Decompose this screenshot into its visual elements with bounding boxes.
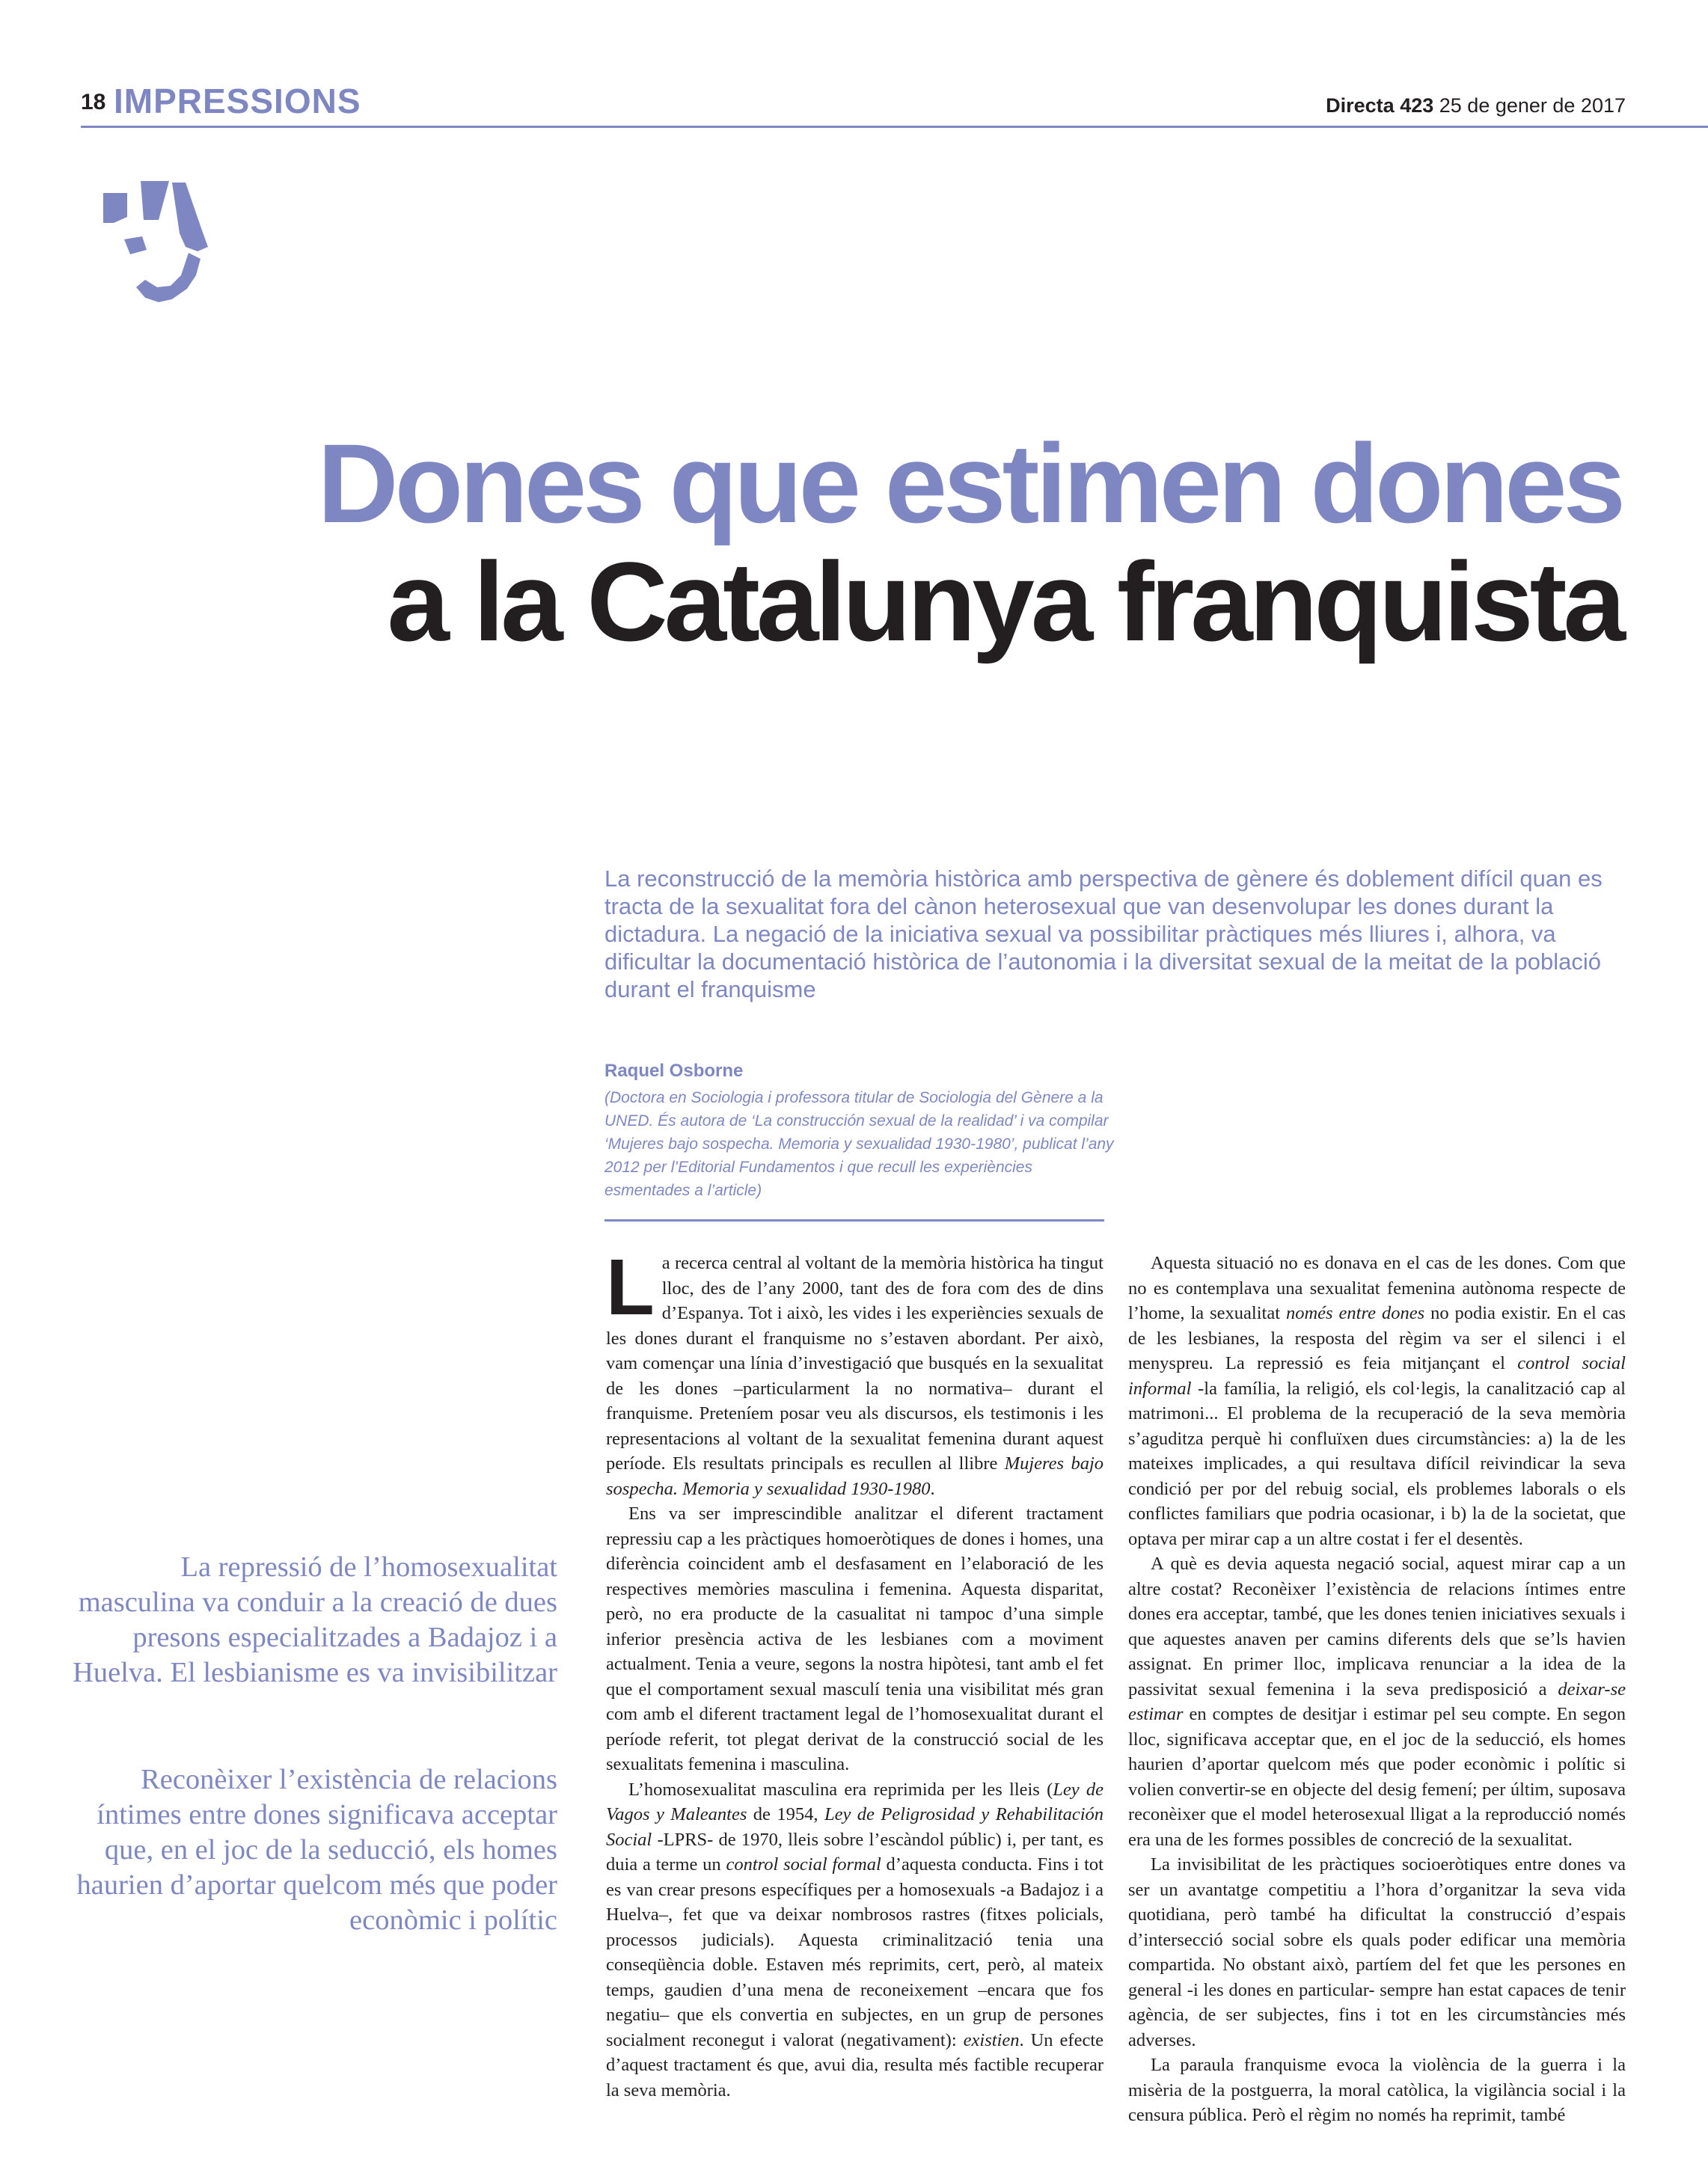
author-divider	[604, 1219, 1104, 1222]
quote-face-icon	[97, 178, 217, 309]
body-paragraph: La paraula franquisme evoca la violència de la guerra i la misèria de la postguerra, la moral catòlica, la vigilància social i la censura pública. Però el règim no només ha reprimit, també	[1128, 2055, 1626, 2125]
body-paragraph: Ens va ser imprescindible analitzar el diferent tractament repressiu cap a les pràctiques homoeròtiques de dones i homes, una diferència coincident amb el desfasament en l’elaboració de les respectives memòries masculina i femenina. Aquesta disparitat, però, no era producte de la casualitat ni tampoc d’una simple inferior presència activa de les lesbianes com a moviment actualment. Tenia a veure, segons la nostra hipòtesi, tant amb el fet que el comportament sexual masculí tenia una visibilitat més gran com amb el diferent tractament legal de l’homosexualitat durant el període referit, tot plegat derivat de la construcció social de les sexualitats femenina i masculina.	[606, 1504, 1104, 1774]
body-paragraph: La invisibilitat de les pràctiques socioeròtiques entre dones va ser un avantatge competitiu a l’hora d’organitzar la seva vida quotidiana, però també ha dificultat la construcció d’espais d’intersecció social sobre els quals poder edificar una memòria compartida. No obstant això, partíem del fet que les persones en general -i les dones en particular- sempre han estat capaces de tenir agència, de ser subjectes, fins i tot en les circumstàncies més adverses.	[1128, 1854, 1626, 2050]
lead-paragraph: La reconstrucció de la memòria històrica amb perspectiva de gènere és doblement difícil quan es tracta de la sexualitat fora del cànon heterosexual que van desenvolupar les dones durant la dictadura. La negació de la iniciativa sexual va possibilitar pràctiques més lliures i, alhora, va dificultar la documentació històrica de l’autonomia i la diversitat sexual de la meitat de la població durant el franquisme	[604, 865, 1603, 1002]
drop-cap: L	[606, 1243, 655, 1331]
page-number: 18	[81, 90, 106, 114]
section-name: IMPRESSIONS	[114, 82, 361, 120]
issue-info	[1326, 94, 1626, 117]
body-paragraph: Aquesta situació no es donava en el cas de les dones. Com que no es contemplava una sexualitat femenina autònoma respecte de l’home, la sexualitat només entre dones no podia existir. En el cas de les lesbianes, la resposta del règim va ser el silenci i el menyspreu. La repressió es feia mitjançant el control social informal -la família, la religió, els col·legis, la canalització cap al matrimoni... El problema de la recuperació de la seva memòria s’aguditza perquè hi confluïxen dues circumstàncies: a) la de les mateixes implicades, a qui resultava difícil reivindicar la seva condició per por del rebuig social, els problemes laborals o els conflictes familiars que podria ocasionar, i b) la de la societat, que optava per mirar cap a un altre costat i fer el desentès.	[1128, 1253, 1626, 1549]
pullquote: Reconèixer l’existència de relacions íntimes entre dones significava acceptar que, en el joc de la seducció, els homes haurien d’aportar quelcom més que poder econòmic i polític	[76, 1764, 557, 1936]
headline-line2: a la Catalunya franquista	[387, 539, 1622, 664]
author-name: Raquel Osborne	[604, 1061, 744, 1081]
issue-date: 25 de gener de 2017	[1439, 94, 1626, 117]
header-divider	[81, 126, 1708, 128]
headline-line1: Dones que estimen dones	[317, 420, 1622, 546]
body-paragraph: L’homosexualitat masculina era reprimida per les lleis (Ley de Vagos y Maleantes de 1954, Ley de Peligrosidad y Rehabilitación Social -LPRS- de 1970, lleis sobre l’escàndol públic) i, per tant, es duia a terme un control social formal d’aquesta conducta. Fins i tot es van crear presons específiques per a homosexuals -a Badajoz i a Huelva–, fet que va deixar nombrosos rastres (fitxes policials, processos judicials). Aquesta criminalització tenia una conseqüència doble. Estaven més reprimits, cert, però, al mateix temps, gaudien d’una mena de reconeixement –encara que fos negatiu– que els convertia en subjectes, en un grup de persones socialment reconegut i valorat (negativament): existien. Un efecte d’aquest tractament és que, avui dia, resulta més factible recuperar la seva memòria.	[606, 1779, 1104, 2100]
author-bio: (Doctora en Sociologia i professora titular de Sociologia del Gènere a la UNED. És autora de ‘La construcción sexual de la realidad’ i va compilar ‘Mujeres bajo sospecha. Memoria y sexualidad 1930-1980’, publicat l’any 2012 per l’Editorial Fundamentos i que recull les experiències esmentades a l’article)	[604, 1089, 1114, 1199]
body-paragraph: La recerca central al voltant de la memòria històrica ha tingut lloc, des de l’any 2000, tant des de fora com des de dins d’Espanya. Tot i això, les vides i les experiències sexuals de les dones durant el franquisme no s’estaven abordant. Per això, vam començar una línia d’investigació que busqués en la sexualitat de les dones –particularment la no normativa– durant el franquisme. Preteníem posar veu als discursos, els testimonis i les representacions al voltant de la sexualitat femenina durant aquest període. Els resultats principals es recullen al llibre Mujeres bajo sospecha. Memoria y sexualidad 1930-1980.	[606, 1243, 1104, 1499]
body-paragraph: A què es devia aquesta negació social, aquest mirar cap a un altre costat? Reconèixer l’existència de relacions íntimes entre dones era acceptar, també, que les dones tenien iniciatives sexuals i que aquestes anaven per camins diferents dels que se’ls havien assignat. En primer lloc, implicava renunciar a la idea de la passivitat sexual femenina i la seva predisposició a deixar-se estimar en comptes de desitjar i estimar pel seu compte. En segon lloc, significava acceptar que, en el joc de la seducció, els homes haurien d’aportar quelcom més que poder econòmic i polític si volien convertir-se en objecte del desig femení; per últim, suposava reconèixer que el model heterosexual lligat a la reproducció només era una de les formes possibles de concreció de la sexualitat.	[1128, 1554, 1626, 1850]
body-column-1	[606, 1243, 1104, 2103]
pullquote: La repressió de l’homosexualitat masculina va conduir a la creació de dues presons especialitzades a Badajoz i a Huelva. El lesbianisme es va invisibilitzar	[73, 1551, 557, 1688]
body-column-2	[1128, 1251, 1626, 2128]
publication-name: Directa 423	[1326, 94, 1434, 117]
